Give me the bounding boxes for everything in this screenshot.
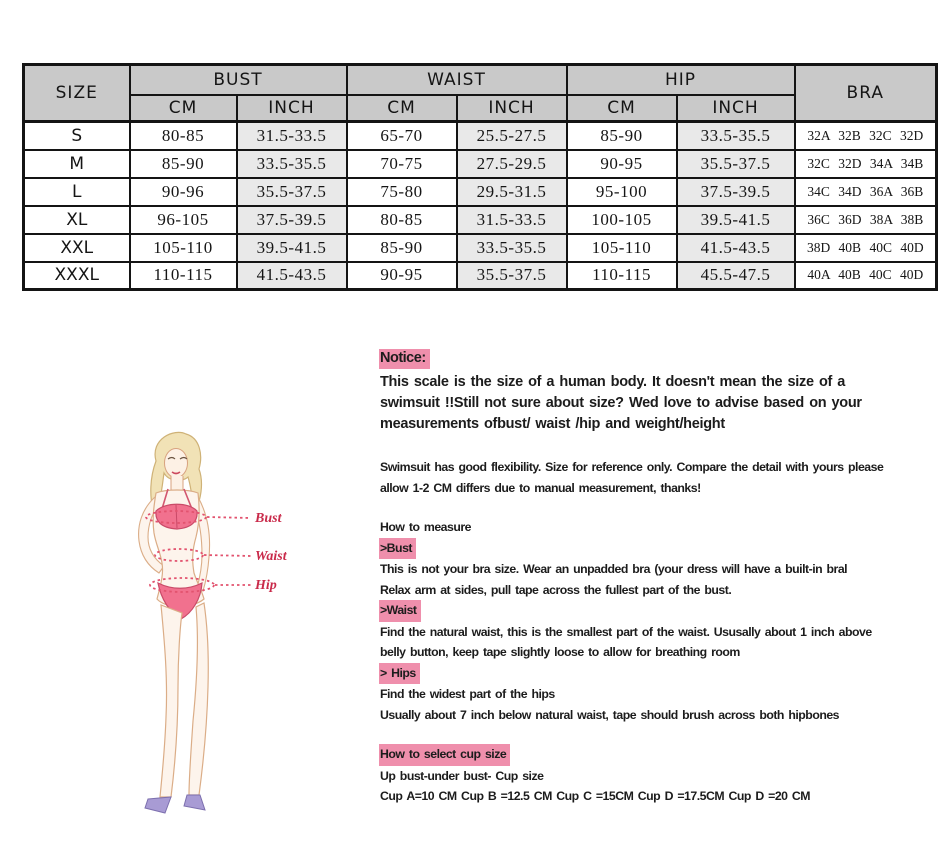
cup-size-line: Cup A=10 CM Cup B =12.5 CM Cup C =15CM Cup D =17.5CM Cup D =20 CM — [380, 789, 811, 803]
flexibility-line: Swimsuit has good flexibility. Size for reference only. Compare the detail with yours please — [380, 460, 884, 474]
waist-heading — [380, 600, 940, 622]
hips-heading — [380, 663, 940, 685]
bust-cm-cell: 105-110 — [130, 234, 237, 262]
woman-sketch-illustration — [104, 425, 366, 825]
bra-cell: 40A 40B 40C 40D — [795, 262, 937, 290]
bra-cell: 34C 34D 36A 36B — [795, 178, 937, 206]
bust-cm-cell: 96-105 — [130, 206, 237, 234]
hip-inch-cell: 39.5-41.5 — [677, 206, 795, 234]
hip-inch-cell: 37.5-39.5 — [677, 178, 795, 206]
hips-heading-highlight: > Hips — [379, 663, 420, 685]
hip-inch-cell: 35.5-37.5 — [677, 150, 795, 178]
table-row — [24, 150, 937, 178]
bust-cm-cell: 80-85 — [130, 122, 237, 150]
hip-inch-cell: 33.5-35.5 — [677, 122, 795, 150]
waist-cm-cell: 80-85 — [347, 206, 457, 234]
notice-intro-line: swimsuit !!Still not sure about size? Wed love to advise based on your — [380, 395, 862, 411]
hip-cm-cell: 100-105 — [567, 206, 677, 234]
bust-inch-cell: 35.5-37.5 — [237, 178, 347, 206]
hip-inch-cell: 41.5-43.5 — [677, 234, 795, 262]
table-row — [24, 234, 937, 262]
notice-text-column — [380, 349, 940, 807]
bust-cm-cell: 110-115 — [130, 262, 237, 290]
waist-instruction-line: belly button, keep tape slightly loose to allow for breathing room — [380, 645, 740, 659]
notice-intro-line: measurements ofbust/ waist /hip and weight/height — [380, 416, 725, 432]
header-inch: INCH — [457, 95, 567, 122]
left-shoe — [145, 797, 171, 813]
neck — [171, 476, 183, 490]
waist-instruction-line: Find the natural waist, this is the smallest part of the waist. Ususally about 1 inch above — [380, 624, 872, 639]
hip-cm-cell: 95-100 — [567, 178, 677, 206]
bra-cell: 36C 36D 38A 38B — [795, 206, 937, 234]
header-cm: CM — [567, 95, 677, 122]
waist-inch-cell: 27.5-29.5 — [457, 150, 567, 178]
waist-inch-cell: 29.5-31.5 — [457, 178, 567, 206]
hip-label: Hip — [255, 578, 277, 593]
bust-leader-line — [207, 517, 251, 518]
bust-cm-cell: 90-96 — [130, 178, 237, 206]
notice-title-highlight: Notice: — [379, 349, 430, 369]
bust-instruction-line: This is not your bra size. Wear an unpadded bra (your dress will have a built-in bral — [380, 562, 848, 576]
waist-inch-cell: 31.5-33.5 — [457, 206, 567, 234]
right-shoe — [184, 795, 205, 810]
waist-cm-cell: 85-90 — [347, 234, 457, 262]
bust-inch-cell: 41.5-43.5 — [237, 262, 347, 290]
table-header-row — [24, 65, 937, 95]
table-row — [24, 178, 937, 206]
hip-cm-cell: 110-115 — [567, 262, 677, 290]
waist-cm-cell: 70-75 — [347, 150, 457, 178]
bust-label: Bust — [255, 511, 282, 526]
how-to-measure-heading: How to measure — [380, 520, 471, 534]
waist-leader-line — [204, 555, 251, 556]
waist-inch-cell: 35.5-37.5 — [457, 262, 567, 290]
header-hip: HIP — [567, 65, 795, 95]
hip-cm-cell: 85-90 — [567, 122, 677, 150]
size-chart-table — [22, 63, 938, 291]
bust-heading — [380, 538, 940, 560]
table-row — [24, 206, 937, 234]
cup-size-heading-highlight: How to select cup size — [379, 744, 510, 766]
header-cm: CM — [130, 95, 237, 122]
size-label-cell: L — [24, 178, 130, 206]
size-label-cell: XXL — [24, 234, 130, 262]
bra-cell: 32C 32D 34A 34B — [795, 150, 937, 178]
hip-inch-cell: 45.5-47.5 — [677, 262, 795, 290]
waist-inch-cell: 25.5-27.5 — [457, 122, 567, 150]
measurement-figure — [104, 425, 366, 825]
table-row — [24, 262, 937, 290]
hips-instruction-line: Find the widest part of the hips — [380, 687, 555, 701]
waist-inch-cell: 33.5-35.5 — [457, 234, 567, 262]
bust-instruction-line: Relax arm at sides, pull tape across the fullest part of the bust. — [380, 582, 732, 597]
header-inch: INCH — [677, 95, 795, 122]
bust-heading-highlight: >Bust — [379, 538, 416, 560]
cup-size-heading — [380, 744, 940, 766]
waist-cm-cell: 65-70 — [347, 122, 457, 150]
cup-size-section — [380, 744, 940, 807]
waist-heading-highlight: >Waist — [379, 600, 421, 622]
flexibility-paragraph — [380, 457, 940, 499]
header-size: SIZE — [24, 65, 130, 122]
notice-title — [380, 349, 940, 369]
waist-cm-cell: 90-95 — [347, 262, 457, 290]
header-bra: BRA — [795, 65, 937, 122]
bust-inch-cell: 31.5-33.5 — [237, 122, 347, 150]
header-waist: WAIST — [347, 65, 567, 95]
cup-size-line: Up bust-under bust- Cup size — [380, 768, 544, 783]
hips-instruction-line: Usually about 7 inch below natural waist, tape should brush across both hipbones — [380, 707, 840, 722]
size-label-cell: XXXL — [24, 262, 130, 290]
header-bust: BUST — [130, 65, 347, 95]
hip-cm-cell: 90-95 — [567, 150, 677, 178]
bust-inch-cell: 39.5-41.5 — [237, 234, 347, 262]
hip-cm-cell: 105-110 — [567, 234, 677, 262]
bust-inch-cell: 37.5-39.5 — [237, 206, 347, 234]
notice-intro-paragraph — [380, 372, 940, 435]
table-row — [24, 122, 937, 150]
bra-cell: 38D 40B 40C 40D — [795, 234, 937, 262]
right-leg — [189, 603, 208, 795]
size-label-cell: M — [24, 150, 130, 178]
waist-label: Waist — [255, 549, 287, 564]
notice-intro-line: This scale is the size of a human body. It doesn't mean the size of a — [380, 374, 846, 390]
waist-cm-cell: 75-80 — [347, 178, 457, 206]
bust-inch-cell: 33.5-35.5 — [237, 150, 347, 178]
flexibility-line: allow 1-2 CM differs due to manual measurement, thanks! — [380, 481, 701, 495]
bust-cm-cell: 85-90 — [130, 150, 237, 178]
size-label-cell: XL — [24, 206, 130, 234]
header-cm: CM — [347, 95, 457, 122]
header-inch: INCH — [237, 95, 347, 122]
how-to-measure-section — [380, 517, 940, 725]
bra-cell: 32A 32B 32C 32D — [795, 122, 937, 150]
size-label-cell: S — [24, 122, 130, 150]
left-leg — [160, 605, 182, 797]
